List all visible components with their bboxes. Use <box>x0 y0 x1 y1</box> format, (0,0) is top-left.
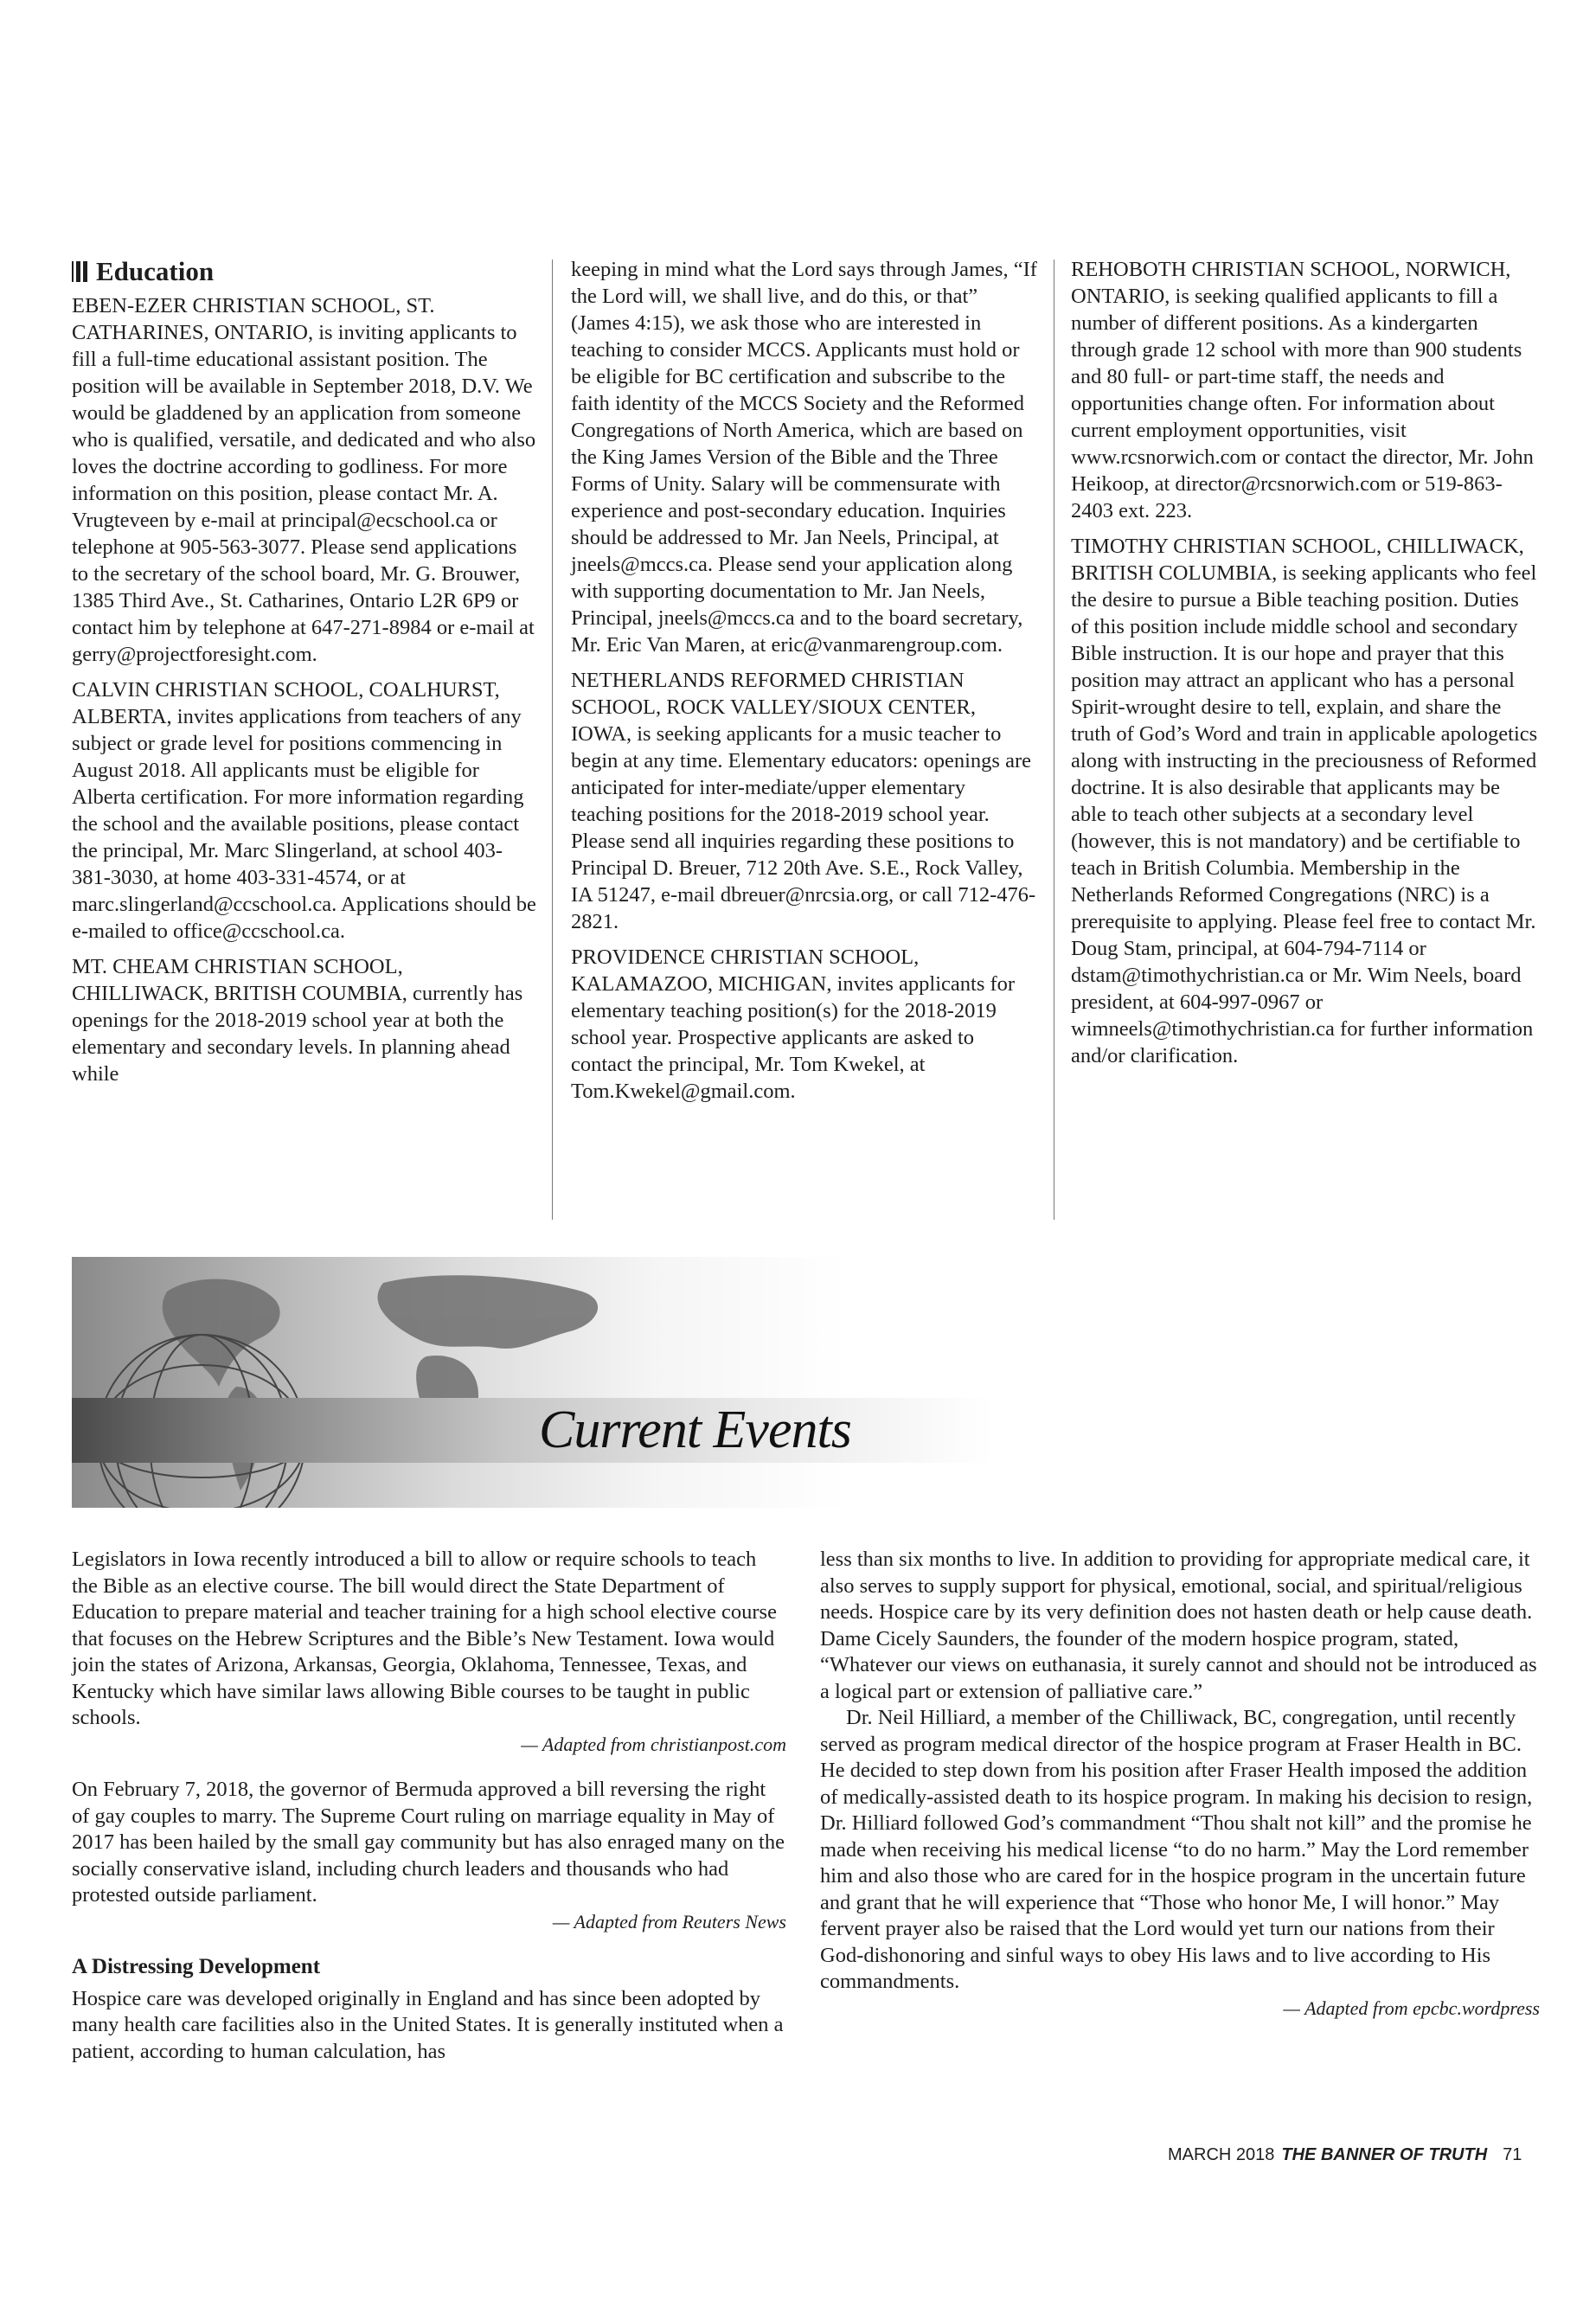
listing-rehoboth: REHOBOTH CHRISTIAN SCHOOL, NORWICH, ONTARIO, is seeking qualified applicants to fill a number of different positions. As a kindergarten through grade 12 school with more than 900 students and 80 full- or part-time staff, the needs and opportunities change often. For information about current employment opportunities, visit www.rcsnorwich.com or contact the director, Mr. John Heikoop, at director@rcsnorwich.com or 519-863-2403 ext. 223. <box>1071 258 1534 522</box>
section-heading-education <box>72 256 537 287</box>
footer-page-number: 71 <box>1503 2145 1522 2164</box>
education-column-2 <box>571 256 1038 1113</box>
news-item-bermuda: On February 7, 2018, the governor of Bermuda approved a bill reversing the right of gay couples to marry. The Supreme Court ruling on marriage equality in May of 2017 has been hailed by the small gay community but has also enraged many on the socially conservative island, including church leaders and thousands who had protested outside parliament. <box>72 1778 785 1907</box>
news-source-reuters: — Adapted from Reuters News <box>552 1910 786 1932</box>
listing-eben-ezer: EBEN-EZER CHRISTIAN SCHOOL, ST. CATHARINES, ONTARIO, is inviting applicants to fill a full-time educational assistant position. The position will be available in September 2018, D.V. We would be gladdened by an application from someone who is qualified, versatile, and dedicated and who also loves the doctrine according to godliness. For more information on this position, please contact Mr. A. Vrugteveen by e-mail at principal@ecschool.ca or telephone at 905-563-3077. Please send applications to the secretary of the school board, Mr. G. Brouwer, 1385 Third Ave., St. Catharines, Ontario L2R 6P9 or contact him by telephone at 647-271-8984 or e-mail at gerry@projectforesight.com. <box>72 294 536 666</box>
news-item-hospice-part1: Hospice care was developed originally in England and has since been adopted by many health care facilities also in the United States. It is generally instituted when a patient, according to human calculation, has <box>72 1986 784 2063</box>
listing-calvin: CALVIN CHRISTIAN SCHOOL, COALHURST, ALBERTA, invites applications from teachers of any subject or grade level for positions commencing in August 2018. All applicants must be eligible for Alberta certification. For more information regarding the school and the available positions, please contact the principal, Mr. Marc Slingerland, at school 403-381-3030, at home 403-331-4574, or at marc.slingerland@ccschool.ca. Applications should be e-mailed to office@ccschool.ca. <box>72 678 536 943</box>
current-events-banner <box>72 1257 1042 1508</box>
news-source-christianpost: — Adapted from christianpost.com <box>521 1733 786 1755</box>
education-heading-text: Education <box>96 256 215 286</box>
footer-magazine: THE BANNER OF TRUTH <box>1281 2145 1488 2164</box>
education-column-1 <box>72 256 537 1096</box>
listing-providence: PROVIDENCE CHRISTIAN SCHOOL, KALAMAZOO, MICHIGAN, invites applicants for elementary teaching position(s) for the 2018-2019 school year. Prospective applicants are asked to contact the principal, Mr. Tom Kwekel, at Tom.Kwekel@gmail.com. <box>571 945 1016 1103</box>
listing-mt-cheam-start: MT. CHEAM CHRISTIAN SCHOOL, CHILLIWACK, BRITISH COUMBIA, currently has openings for the 2018-2019 school year at both the elementary and secondary levels. In planning ahead while <box>72 955 523 1086</box>
news-item-hospice-part2: less than six months to live. In addition to providing for appropriate medical care, it also serves to supply support for physical, emotional, social, and spiritual/religious needs. Hospice care by its very definition does not hasten death or help cause death. Dame Cicely Saunders, the founder of the modern hospice program, stated, “Whatever our views on euthanasia, it surely cannot and should not be introduced as a logical part or extension of palliative care.” <box>820 1548 1537 1703</box>
listing-netherlands-reformed: NETHERLANDS REFORMED CHRISTIAN SCHOOL, ROCK VALLEY/SIOUX CENTER, IOWA, is seeking applicants for a music teacher to begin at any time. Elementary educators: openings are anticipated for inter-mediate/upper elementary teaching positions for the 2018-2019 school year. Please send all inquiries regarding these positions to Principal D. Breuer, 712 20th Ave. S.E., Rock Valley, IA 51247, e-mail dbreuer@nrcsia.org, or call 712-476-2821. <box>571 669 1036 933</box>
listing-timothy: TIMOTHY CHRISTIAN SCHOOL, CHILLIWACK, BRITISH COLUMBIA, is seeking applicants who feel the desire to pursue a Bible teaching position. Duties of this position include middle school and secondary Bible instruction. It is our hope and prayer that this position may attract an applicant who has a personal Spirit-wrought desire to tell, explain, and share the truth of God’s Word and train in applicable apologetics along with instructing in the preciousness of Reformed doctrine. It is also desirable that applicants may be able to teach other subjects at a secondary level (however, this is not mandatory) and be certifiable to teach in British Columbia. Membership in the Netherlands Reformed Congregations (NRC) is a prerequisite to applying. Please feel free to contact Mr. Doug Stam, principal, at 604-794-7114 or dstam@timothychristian.ca or Mr. Wim Neels, board president, at 604-997-0967 or wimneels@timothychristian.ca for further information and/or clarification. <box>1071 535 1538 1067</box>
footer-issue: MARCH 2018 <box>1168 2145 1275 2164</box>
news-item-iowa: Legislators in Iowa recently introduced a bill to allow or require schools to teach the Bible as an elective course. The bill would direct the State Department of Education to prepare material and teacher training for a high school elective course that focuses on the Hebrew Scriptures and the Bible’s New Testament. Iowa would join the states of Arizona, Arkansas, Georgia, Oklahoma, Tennessee, Texas, and Kentucky which have similar laws allowing Bible courses to be taught in public schools. <box>72 1548 777 1729</box>
listing-mt-cheam-cont: keeping in mind what the Lord says through James, “If the Lord will, we shall live, and do this, or that” (James 4:15), we ask those who are interested in teaching to consider MCCS. Applicants must hold or be eligible for BC certification and subscribe to the faith identity of the MCCS Society and the Reformed Congregations of North America, which are based on the King James Version of the Bible and the Three Forms of Unity. Salary will be commensurate with experience and post-secondary education. Inquiries should be addressed to Mr. Jan Neels, Principal, at jneels@mccs.ca. Please send your application along with supporting documentation to Mr. Jan Neels, Principal, jneels@mccs.ca and to the board secretary, Mr. Eric Van Maren, at eric@vanmarengroup.com. <box>571 258 1037 657</box>
page-footer <box>1168 2145 1522 2165</box>
current-events-column-1 <box>72 1547 786 2065</box>
news-source-epcbc: — Adapted from epcbc.wordpress <box>1283 1997 1540 2019</box>
world-map-graphic <box>72 1257 1042 1508</box>
current-events-column-2 <box>820 1547 1540 2041</box>
news-heading-distressing-development: A Distressing Development <box>72 1955 321 1978</box>
news-item-hospice-part3: Dr. Neil Hilliard, a member of the Chilliwack, BC, congregation, until recently served as program medical director of the hospice program at Fraser Health in BC. He decided to step down from his position after Fraser Health imposed the addition of medically-assisted death to its hospice program. In making his decision to resign, Dr. Hilliard followed God’s commandment “Thou shalt not kill” and the promise he made when receiving his medical license “to do no harm.” May the Lord remember him and also those who are cared for in the hospice program in the uncertain future and grant that he will experience that “Those who honor Me, I will honor.” May fervent prayer also be raised that the Lord would yet turn our nations from their God-dishonoring and sinful ways to obey His laws and to live according to His commandments. <box>820 1706 1533 1993</box>
current-events-title: Current Events <box>539 1400 851 1459</box>
column-divider-1 <box>552 260 553 1220</box>
bars-icon <box>72 261 87 282</box>
education-column-3 <box>1071 256 1540 1078</box>
